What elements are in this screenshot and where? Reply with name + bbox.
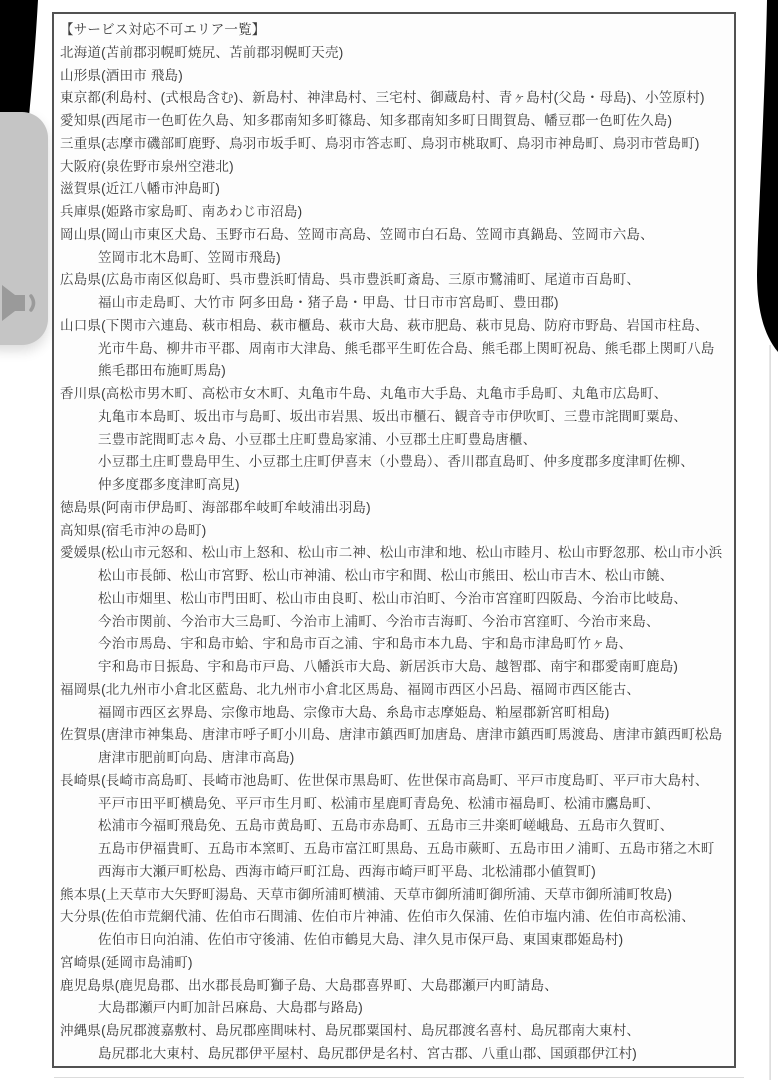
area-line: 平戸市田平町横島免、平戸市生月町、松浦市星鹿町青島免、松浦市福島町、松浦市鷹島町、 [98,795,660,811]
area-line: 笠岡市北木島町、笠岡市飛島) [98,249,281,265]
area-line: 鹿児島県(鹿児島郡、出水郡長島町獅子島、大島郡喜界町、大島郡瀬戸内町請島、 [60,977,558,993]
area-line: 唐津市肥前町向島、唐津市高島) [98,750,295,765]
area-line: 西海市大瀬戸町松島、西海市崎戸町江島、西海市崎戸町平島、北松浦郡小値賀町) [98,863,596,879]
area-line: 大島郡瀬戸内町加計呂麻島、大島郡与路島) [98,1000,363,1016]
right-faint-line [770,345,771,1080]
area-line: 福山市走島町、大竹市 阿多田島・猪子島・甲島、廿日市市宮島町、豊田郡) [98,295,559,310]
area-line: 福岡市西区玄界島、宗像市地島、宗像市大島、糸島市志摩姫島、粕屋郡新宮町相島) [98,704,610,720]
area-line: 松山市畑里、松山市門田町、松山市由良町、松山市泊町、今治市宮窪町四阪島、今治市比岐島、 [98,590,688,606]
area-line: 今治市馬島、宇和島市蛤、宇和島市百之浦、宇和島市本九島、宇和島市津島町竹ヶ島、 [98,636,633,652]
area-line: 島尻郡北大東村、島尻郡伊平屋村、島尻郡伊是名村、宮古郡、八重山郡、国頭郡伊江村) [98,1045,637,1061]
area-line: 光市牛島、柳井市平郡、周南市大津島、熊毛郡平生町佐合島、熊毛郡上関町祝島、熊毛郡上関町八島 [98,340,715,356]
sound-control-card [0,112,48,345]
area-line: 松浦市今福町飛島免、五島市黄島町、五島市赤島町、五島市三井楽町嵯峨島、五島市久賀町、 [98,818,674,834]
area-line: 徳島県(阿南市伊島町、海部郡牟岐町牟岐浦出羽島) [60,499,371,515]
area-line: 福岡県(北九州市小倉北区藍島、北九州市小倉北区馬島、福岡市西区小呂島、福岡市西区能古、 [60,681,641,697]
area-line: 長崎県(長崎市高島町、長崎市池島町、佐世保市黒島町、佐世保市高島町、平戸市度島町、平戸市大島村、 [60,772,709,788]
area-line: 愛知県(西尾市一色町佐久島、知多郡南知多町篠島、知多郡南知多町日間賀島、幡豆郡一色町佐久島) [60,113,673,128]
area-line: 宮崎県(延岡市島浦町) [60,954,193,970]
area-line: 五島市伊福貴町、五島市本窯町、五島市富江町黒島、五島市蕨町、五島市田ノ浦町、五島市猪之木町 [98,841,715,856]
area-line: 山口県(下関市六連島、萩市相島、萩市櫃島、萩市大島、萩市肥島、萩市見島、防府市野島、岩国市柱島、 [60,317,709,333]
area-line: 東京都(利島村、(式根島含む)、新島村、神津島村、三宅村、御蔵島村、青ヶ島村(父島・母島)、小笠原村) [60,90,705,106]
speaker-low-icon[interactable] [2,282,42,324]
area-line: 沖縄県(島尻郡渡嘉敷村、島尻郡座間味村、島尻郡粟国村、島尻郡渡名喜村、島尻郡南大東村、 [60,1023,641,1038]
area-list [60,42,730,1066]
area-line: 岡山県(岡山市東区犬島、玉野市石島、笠岡市高島、笠岡市白石島、笠岡市真鍋島、笠岡市六島、 [60,226,654,242]
area-line: 佐賀県(唐津市神集島、唐津市呼子町小川島、唐津市鎮西町加唐島、唐津市鎮西町馬渡島、唐津市鎮西町松島 [60,727,723,743]
area-line: 大分県(佐伯市荒網代浦、佐伯市石間浦、佐伯市片神浦、佐伯市久保浦、佐伯市塩内浦、佐伯市高松浦、 [60,909,695,925]
bottom-divider [54,1077,744,1078]
service-unavailable-area-document [52,12,736,1068]
area-line: 兵庫県(姫路市家島町、南あわじ市沼島) [60,204,303,219]
right-black-edge [757,0,778,352]
area-line: 熊本県(上天草市大矢野町湯島、天草市御所浦町横浦、天草市御所浦町御所浦、天草市御所浦町牧島) [60,886,673,902]
area-line: 滋賀県(近江八幡市沖島町) [60,181,221,197]
area-line: 高知県(宿毛市沖の島町) [60,522,207,538]
area-line: 三重県(志摩市磯部町鹿野、鳥羽市坂手町、鳥羽市答志町、鳥羽市桃取町、鳥羽市神島町、鳥羽市菅島町) [60,135,700,151]
area-line: 山形県(酒田市 飛島) [60,67,183,83]
area-line: 松山市長師、松山市宮野、松山市神浦、松山市宇和間、松山市熊田、松山市吉木、松山市饒、 [98,568,674,583]
area-line: 仲多度郡多度津町高見) [98,477,240,492]
area-line: 愛媛県(松山市元怒和、松山市上怒和、松山市二神、松山市津和地、松山市睦月、松山市野忽那、松山市小浜 [60,545,723,561]
page-title: 【サービス対応不可エリア一覧】 [60,22,266,37]
area-line: 丸亀市本島町、坂出市与島町、坂出市岩黒、坂出市櫃石、観音寺市伊吹町、三豊市詫間町粟島、 [98,408,688,424]
area-line: 広島県(広島市南区似島町、呉市豊浜町情島、呉市豊浜町斎島、三原市鷺浦町、尾道市百島町、 [60,272,641,288]
area-line: 宇和島市日振島、宇和島市戸島、八幡浜市大島、新居浜市大島、越智郡、南宇和郡愛南町鹿島) [98,659,679,674]
area-line: 熊毛郡田布施町馬島) [98,363,226,379]
area-line: 三豊市詫間町志々島、小豆郡土庄町豊島家浦、小豆郡土庄町豊島唐櫃、 [98,431,537,447]
area-line: 香川県(高松市男木町、高松市女木町、丸亀市牛島、丸亀市大手島、丸亀市手島町、丸亀市広島町、 [60,386,668,401]
area-line: 北海道(苫前郡羽幌町焼尻、苫前郡羽幌町天売) [60,44,344,60]
area-line: 今治市関前、今治市大三島町、今治市上浦町、今治市吉海町、今治市宮窪町、今治市来島、 [98,613,660,629]
area-line: 小豆郡土庄町豊島甲生、小豆郡土庄町伊喜末（小豊島）、香川郡直島町、仲多度郡多度津町佐柳、 [98,454,695,470]
area-line: 大阪府(泉佐野市泉州空港北) [60,158,234,174]
area-line: 佐伯市日向泊浦、佐伯市守後浦、佐伯市鶴見大島、津久見市保戸島、東国東郡姫島村) [98,932,624,947]
